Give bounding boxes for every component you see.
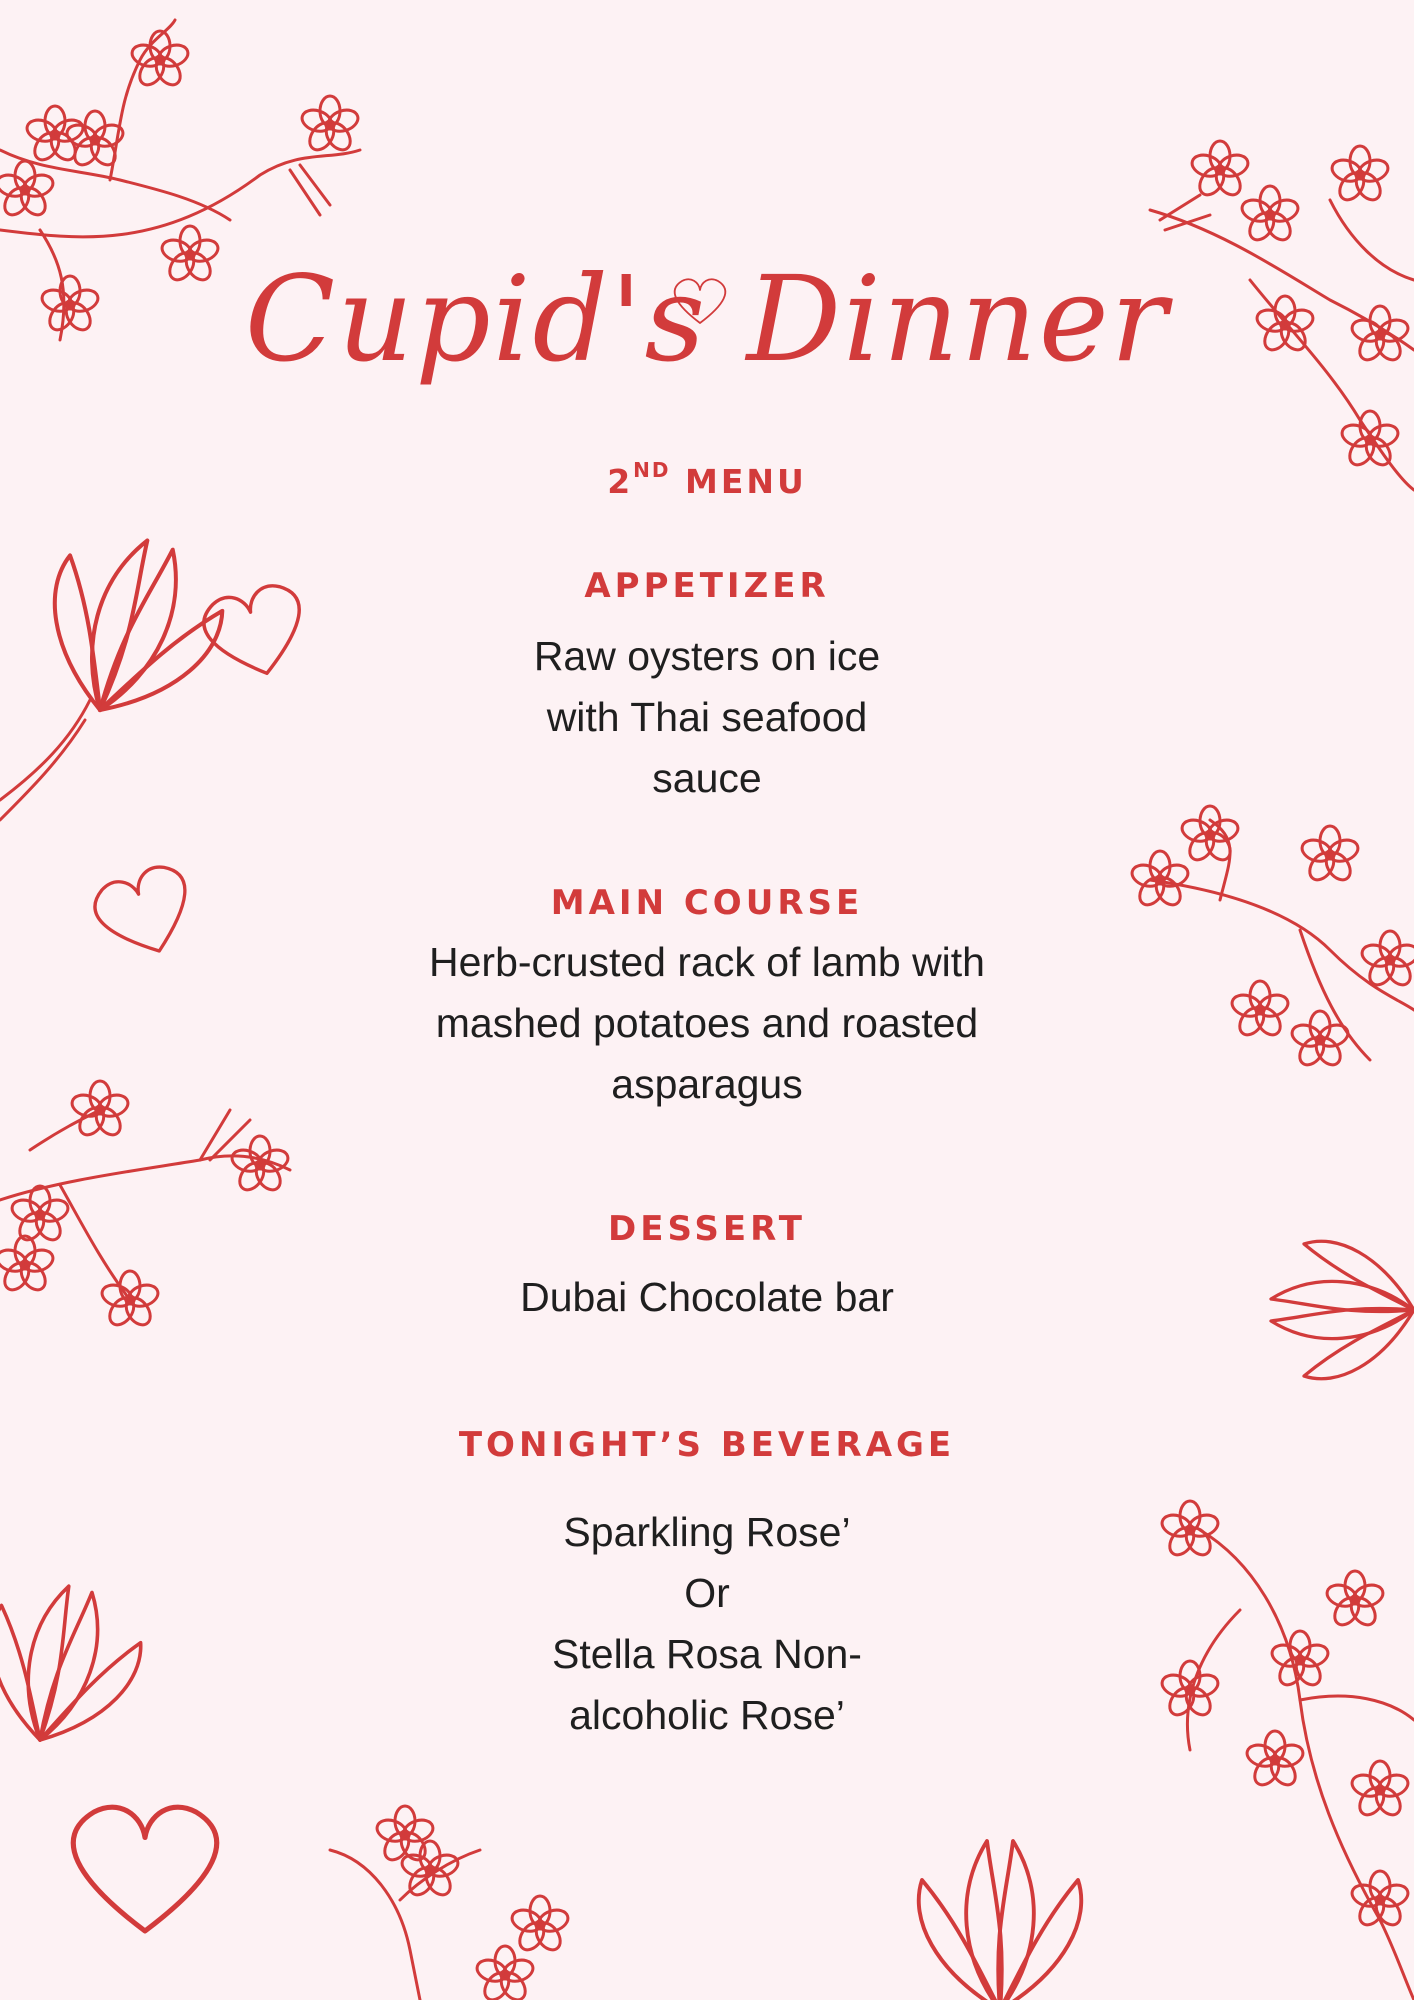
menu-subtitle [0, 458, 1414, 501]
main-course-line: mashed potatoes and roasted [435, 1000, 979, 1046]
main-course-heading: MAIN COURSE [550, 883, 864, 923]
tulip-icon [919, 1841, 1082, 2000]
dessert-description [0, 1267, 1414, 1328]
main-course-line: Herb-crusted rack of lamb with [429, 939, 985, 985]
beverage-line: alcoholic Rose’ [569, 1692, 845, 1738]
subtitle-number: 2 [607, 462, 634, 501]
dessert-line: Dubai Chocolate bar [520, 1274, 894, 1320]
beverage-line: Stella Rosa Non- [552, 1631, 862, 1677]
beverage-description [0, 1502, 1414, 1746]
heart-icon [73, 1807, 217, 1931]
beverage-line: Or [684, 1570, 730, 1616]
appetizer-line: sauce [652, 755, 762, 801]
appetizer-heading: APPETIZER [584, 566, 830, 606]
dessert-heading: DESSERT [608, 1209, 806, 1249]
flower-sprig-icon [330, 1806, 571, 2000]
beverage-line: Sparkling Rose’ [563, 1509, 851, 1555]
appetizer-line: with Thai seafood [546, 694, 868, 740]
beverage-heading: TONIGHT’S BEVERAGE [458, 1425, 956, 1465]
appetizer-line: Raw oysters on ice [533, 633, 881, 679]
subtitle-word: MENU [685, 462, 807, 501]
menu-title: Cupid's Dinner [244, 250, 1170, 388]
subtitle-superscript: ND [633, 458, 671, 482]
main-course-description [0, 932, 1414, 1115]
appetizer-description [0, 626, 1414, 809]
main-course-line: asparagus [611, 1061, 803, 1107]
